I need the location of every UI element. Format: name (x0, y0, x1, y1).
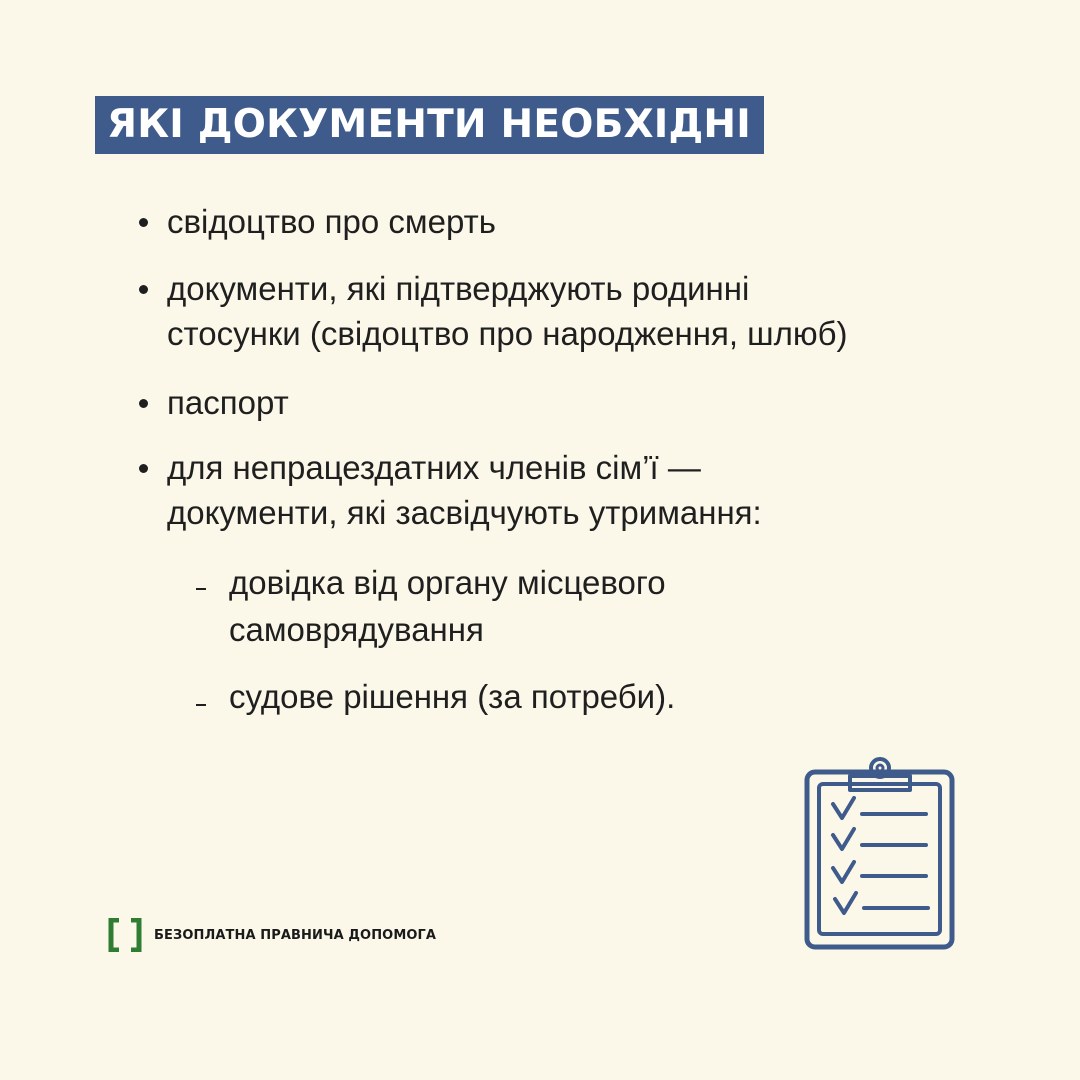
bullet-marker (139, 464, 148, 473)
bracket-logo-icon (108, 918, 142, 952)
list-item-text: документи, які засвідчують утримання: (167, 494, 762, 531)
list-item (167, 199, 496, 244)
dash-marker (196, 704, 206, 706)
dash-marker (196, 588, 206, 590)
list-item-text: документи, які підтверджують родинні (167, 270, 750, 307)
sub-list-item-text: самоврядування (229, 611, 484, 648)
list-item (167, 380, 289, 425)
bullet-marker (139, 399, 148, 408)
list-item-text: для непрацездатних членів сім’ї — (167, 449, 701, 486)
list-item (167, 445, 762, 535)
list-item-text: свідоцтво про смерть (167, 203, 496, 240)
list-item-text: стосунки (свідоцтво про народження, шлюб) (167, 315, 848, 352)
sub-list-item-text: судове рішення (за потреби). (229, 678, 676, 715)
sub-list-item-text: довідка від органу місцевого (229, 564, 666, 601)
list-item-text: паспорт (167, 384, 289, 421)
page-title: ЯКІ ДОКУМЕНТИ НЕОБХІДНІ (95, 96, 764, 154)
sub-list-item (229, 559, 666, 653)
sub-list-item (229, 673, 675, 720)
clipboard-checklist-icon (802, 752, 958, 956)
bullet-marker (139, 218, 148, 227)
brand-logo (108, 917, 436, 953)
bullet-marker (139, 285, 148, 294)
list-item (167, 266, 848, 356)
brand-name: БЕЗОПЛАТНА ПРАВНИЧА ДОПОМОГА (154, 927, 437, 943)
